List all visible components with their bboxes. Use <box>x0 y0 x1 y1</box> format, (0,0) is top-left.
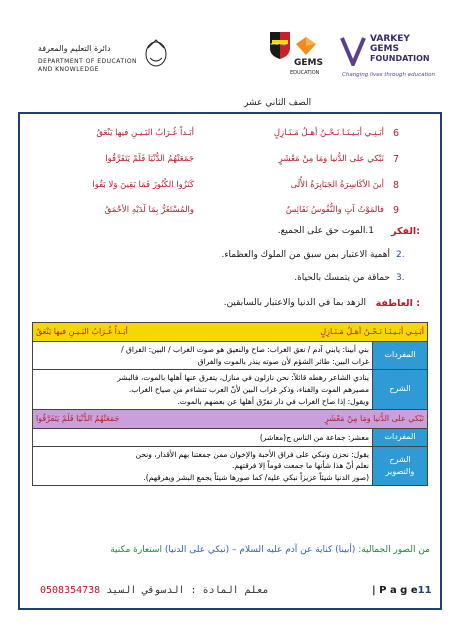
explain-line: يقول: نحزن ونبكي على فراق الأحبة والإخوان ممن جمعتنا بهم الأقدار، ونحن <box>135 449 369 459</box>
vocab-line: بني أبينا: يابني آدم / نعق الغراب: صاح والنعيق هو صوت الغراب / البين: الفراق / <box>121 345 369 354</box>
table-verse-row <box>33 323 428 342</box>
verse-first-half: أبَـنِـي أبَـيـنَـا نَـحْـنُ أهـلُ مَـنَـازِلٍ <box>273 128 384 138</box>
verse-number: 7 <box>393 154 400 165</box>
verse-number: 9 <box>393 205 400 216</box>
grade-label: الصف الثاني عشر <box>244 98 312 108</box>
aesthetic-type: استعارة مكنية <box>110 545 163 555</box>
footer-page-number: | P a g e11 <box>372 585 432 596</box>
analysis-table <box>32 322 428 486</box>
teacher-name: معلم المادة : الدسوقي السيد <box>106 585 269 596</box>
table-verse-row <box>33 410 428 429</box>
moe-line1: DEPARTMENT OF EDUCATION <box>38 58 138 65</box>
aesthetic-dash: – <box>232 545 237 555</box>
teacher-phone: 0508354738 <box>40 585 101 596</box>
varkey-logo <box>340 28 436 92</box>
page-header <box>0 0 460 118</box>
varkey-line2: GEMS <box>370 44 399 54</box>
varkey-tagline: Changing lives through education <box>342 72 436 78</box>
vocab-line: معشر: جماعة من الناس ج(معاشر) <box>259 432 369 442</box>
table-row <box>33 370 428 410</box>
varkey-v-icon <box>340 36 366 66</box>
explain-line: نعلم أنّ هذا شأنها ما جمعت قوماً إلا فرقتهم. <box>231 461 369 471</box>
explain-line: مصيرهم الموت والفناء، وذكر غراب البين لأنّ العرب تتشاءم من صياح الغراب. <box>128 384 369 394</box>
moe-logo <box>24 36 174 82</box>
explain-line: ويقول: إذا صاح الغراب في دار تفرّق أهلها عن بعضهم بالموت. <box>177 396 369 406</box>
table-row <box>33 429 428 446</box>
idea-heading: الفكر: <box>391 226 420 237</box>
emotion-text: الزهد بما في الدنيا والاعتبار بالسابقين. <box>223 298 366 308</box>
idea-point-number: 2. <box>396 250 405 260</box>
verse-second-half: أبَـداً غُـرَابُ البَـيـنِ فيها يَنْعَقُ <box>96 128 194 138</box>
verse-first-half: أينَ الأكَاسِرَةُ الجَبَابِرَةُ الأُلَى <box>290 180 384 190</box>
gems-diamond-icon <box>294 36 318 56</box>
verse-second-half: جَمَعَتْهُمُ الدُّنْيَا فَلَمْ يَتَفَرَّقُوا <box>105 154 194 164</box>
varkey-line1: VARKEY <box>370 34 410 44</box>
row-label: الشرح <box>373 370 428 410</box>
table-verse-second-half: جَمَعَتْهُمُ الدُّنْيَا فَلَمْ يَتَفَرَّقُوا <box>36 413 120 423</box>
explain-line: (صور الدنيا شيئاً عزيزاً نبكي عليه/ كما صورها شيئاً يجمع البشر ويفرقهم). <box>143 472 369 482</box>
table-row <box>33 342 428 370</box>
verse-second-half: كَنَزُوا الكُنُوزَ فَمَا بَقِينَ وَلا بَقُوا <box>92 180 194 190</box>
row-label: المفردات <box>373 429 428 446</box>
varkey-line3: FOUNDATION <box>370 54 430 63</box>
aesthetic-label: من الصور الجمالية: <box>358 545 430 555</box>
gems-sub: EDUCATION <box>290 70 320 76</box>
row-label: المفردات <box>373 342 428 370</box>
aesthetic-example-2: (نبكي على الدنيا) <box>164 545 230 555</box>
verse-second-half: والمُسْتَغَرُّ بِمَا لَدَيْهِ الأحْمَقُ <box>104 205 194 215</box>
moe-line2: AND KNOWLEDGE <box>38 66 99 73</box>
table-verse-second-half: أبَـداً غُـرَابُ البَـيـنِ فيها يَنْعَقُ <box>36 326 128 336</box>
verse-first-half: فالمَوْتُ آتٍ والنُّفُوسُ نَفَائِسٌ <box>285 205 384 215</box>
row-label: الشرح والتصوير <box>373 446 428 486</box>
verse-first-half: نَبْكي على الدُّنيا ومَا مِنْ مَعْشَرٍ <box>278 154 384 164</box>
moe-arabic: دائرة التعليم والمعرفة <box>38 44 111 53</box>
idea-point-number: 3. <box>396 273 405 283</box>
idea-point-2: أهمية الاعتبار بمن سبق من الملوك والعظماء. <box>221 250 390 260</box>
table-row <box>33 446 428 486</box>
idea-point-3: حماقة من يتمسك بالحياة. <box>294 273 390 283</box>
table-verse-first-half: نَبْكي على الدُّنيا ومَا مِنْ مَعْشَرٍ <box>324 413 424 423</box>
aesthetic-example-1: (أبينا) كناية عن آدم عليه السلام <box>239 545 356 555</box>
idea-point-1: 1.الموت حق على الجميع. <box>277 226 374 236</box>
explain-line: ينادي الشاعر رهطه قائلاً: نحن نازلون في منازل، يتفرق عنها أهلها بالموت، فالبشر <box>117 373 369 383</box>
gems-label: GEMS <box>294 58 323 68</box>
footer-teacher <box>40 585 269 596</box>
gems-logo: Cambridge GEMS EDUCATION <box>268 30 318 80</box>
verse-number: 6 <box>393 128 400 139</box>
emotion-heading: العاطفة : <box>375 298 420 309</box>
aesthetic-images-line <box>30 545 430 555</box>
vocab-line: غراب البين: طائر الشؤم لأن صوته ينذر بالموت والفراق <box>197 356 369 366</box>
verse-number: 8 <box>393 180 400 191</box>
table-verse-first-half: أبَـنِـي أبَـيـنَـا نَـحْـنُ أهـلُ مَـنَـازِلٍ <box>320 326 424 336</box>
